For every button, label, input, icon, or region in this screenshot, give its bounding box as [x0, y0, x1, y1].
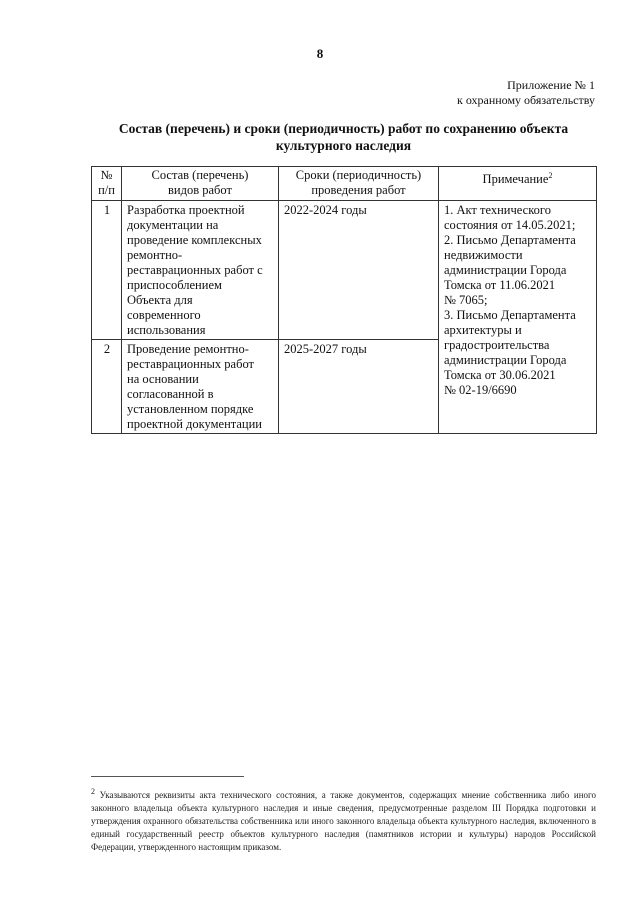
header-note: Примечание$^2$ — [439, 167, 597, 201]
footnote-marker: 2 — [91, 787, 95, 796]
row-terms: 2025-2027 годы — [279, 340, 439, 434]
header-terms: Сроки (периодичность) проведения работ — [279, 167, 439, 201]
row-note: 1. Акт технического состояния от 14.05.2021; 2. Письмо Департамента недвижимости администрации Города Томска от 11.06.2021 № 7065; 3. Письмо Департамента архитектуры и градостроительства администрации Города Томска от 30.06.2021 № 02-19/6690 — [439, 201, 597, 434]
footnote-text: Указываются реквизиты акта технического состояния, а также документов, содержащих мнение собственника либо иного законного владельца объекта культурного наследия и иные сведения, предусмотренные разделом III Порядка подготовки и утверждения охранного обязательства собственника или иного законного владельца объекта культурного наследия, включенного в единый государственный реестр объектов культурного наследия (памятников истории и культуры) народов Российской Федерации, утвержденного настоящим приказом. — [91, 790, 596, 852]
row-number: 1 — [92, 201, 122, 340]
row-number: 2 — [92, 340, 122, 434]
footnote — [91, 785, 596, 854]
row-works: Разработка проектной документации на проведение комплексных ремонтно- реставрационных работ с приспособлением Объекта для современного использования — [122, 201, 279, 340]
table-header-row — [92, 167, 597, 201]
row-terms: 2022-2024 годы — [279, 201, 439, 340]
table-row — [92, 201, 597, 340]
document-title-line-1: Состав (перечень) и сроки (периодичность) работ по сохранению объекта — [118, 121, 569, 136]
appendix-line-2: к охранному обязательству — [456, 93, 595, 107]
footnote-reference: 2 — [548, 171, 553, 180]
document-title — [92, 120, 595, 154]
appendix-line-1: Приложение № 1 — [507, 78, 595, 92]
footnote-separator — [91, 776, 244, 777]
page-number: 8 — [316, 46, 324, 61]
document-title-line-2: культурного наследия — [275, 138, 412, 153]
header-number: № п/п — [92, 167, 122, 201]
appendix-reference — [457, 78, 595, 108]
row-works: Проведение ремонтно- реставрационных работ на основании согласованной в установленном порядке проектной документации — [122, 340, 279, 434]
header-works: Состав (перечень) видов работ — [122, 167, 279, 201]
works-table — [91, 166, 597, 434]
